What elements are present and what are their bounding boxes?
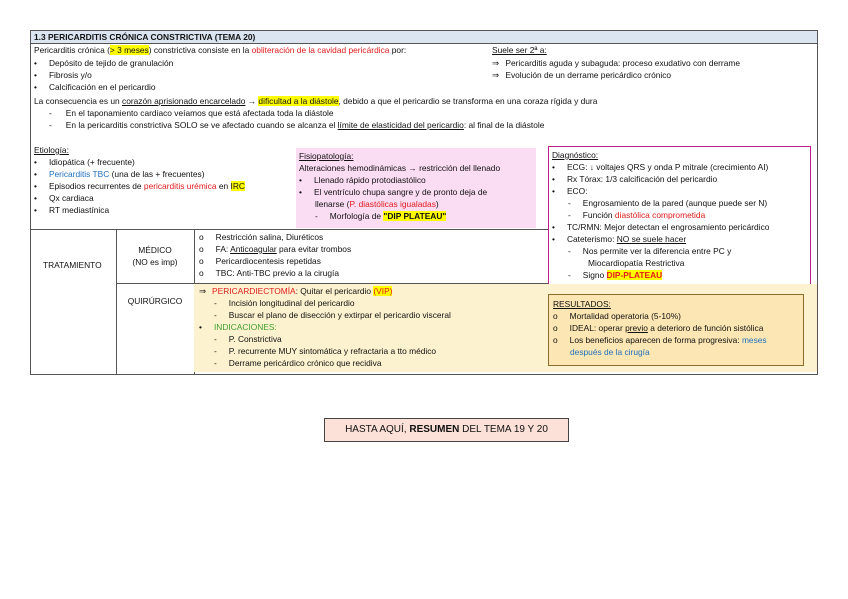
etiology-item: • RT mediastínica [34,205,110,215]
etiology-item: • Pericarditis TBC (una de las + frecuentes) [34,169,205,179]
usual-item: ⇒ Pericarditis aguda y subaguda: proceso exudativo con derrame [492,58,740,68]
dip-plateau-highlight: "DIP PLATEAU" [383,211,447,221]
sub-item: - En la pericarditis constrictiva SOLO se ve afectado cuando se alcanza el límite de elasticidad del pericardio: al final de la diástole [49,120,545,130]
arrow-icon: ⇒ [199,286,207,296]
duration-highlight: > 3 meses [109,45,149,55]
etiology-item: • Episodios recurrentes de pericarditis urémica en IRC [34,181,245,191]
document-table: 1.3 PERICARDITIS CRÓNICA CONSTRICTIVA (TEMA 20) Pericarditis crónica (> 3 meses) constrictiva consiste en la obliteración de la cavidad pericárdica por: • Depósito de tejido de granulación • Fibrosis y/o • Calcificación en el pericardio Suele ser 2ª a: ⇒ Pericarditis aguda y subaguda: proceso exudativo con derrame ⇒ Evolución de un derrame pericárdico crónico La consecuencia es un corazón aprisionado encarcelado → dificultad a la diástole, debido a que el pericardio se transforma en una coraza rígida y dura - En el taponamiento cardiaco veíamos que está afectada toda la diástole - En la pericarditis constrictiva SOLO se ve afectado cuando se alcanza el límite de elasticidad del pericardio: al final de la diástole Etiología: • Idiopática (+ frecuente) • Pericarditis TBC (una de las + frecuentes) • Episodios recurrentes de pericarditis urémica en IRC • Qx cardiaca • RT mediastínica Fisiopatología: Alteraciones hemodinámicas → restricción del llenado • Llenado rápido protodiastólico • El ventrículo chupa sangre y de pronto deja de llenarse (P. diastólicas igualadas) - Morfología de "DIP PLATEAU" Diagnóstico: • ECG: ↓ voltajes QRS y onda P mitrale (crecimiento AI) • Rx Tórax: 1/3 calcificación del pericardio • ECO: - Engrosamiento de la pared (aunque puede ser N) - Función diastólica comprometida • TC/RMN: Mejor detectan el engrosamiento pericárdico • Cateterismo: NO se suele hacer - Nos permite ver la diferencia entre PC y Miocardiopatía Restrictiva - Signo DIP-PLATEAU TRATAMIENTO MÉDICO (NO es imp) o Restricción salina, Diuréticos o FA: Anticoagular para evitar trombos o Pericardiocentesis repetidas o TBC: Anti-TBC previo a la cirugía QUIRÚRGICO ⇒ PERICARDIECTOMÍA: Quitar el pericardio (VIP) - Incisión longitudinal del pericardio - Buscar el plano de disección y extirpar el pericardio visceral • INDICACIONES: - P. Constrictiva - P. recurrente MUY sintomática y refractaria a tto médico - Derrame pericárdico crónico que recidiva RESULTADOS: o Mortalidad operatoria (5-10%) o IDEAL: operar previo a deterioro de función sistólica o Los beneficios aparecen de forma progresiva: meses después de la cirugía [30,30,818,375]
obliteration-text: obliteración de la cavidad pericárdica [251,45,390,55]
cause-item: • Calcificación en el pericardio [34,82,156,92]
physio-heading: Fisiopatología: [299,151,354,161]
diagnosis-box: Diagnóstico: • ECG: ↓ voltajes QRS y onda P mitrale (crecimiento AI) • Rx Tórax: 1/3 calcificación del pericardio • ECO: - Engrosamiento de la pared (aunque puede ser N) - Función diastólica comprometida • TC/RMN: Mejor detectan el engrosamiento pericárdico • Cateterismo: NO se suele hacer - Nos permite ver la diferencia entre PC y Miocardiopatía Restrictiva - Signo DIP-PLATEAU [548,146,811,287]
etiology-heading: Etiología: [34,145,69,155]
surgical-label: QUIRÚRGICO [127,296,183,306]
cause-item: • Depósito de tejido de granulación [34,58,174,68]
bullet-icon: • [34,58,37,68]
treatment-label: TRATAMIENTO [43,260,102,270]
consequence-line: La consecuencia es un corazón aprisionado encarcelado → dificultad a la diástole, debido a que el pericardio se transforma en una coraza rígida y dura [34,96,598,106]
bullet-icon: • [34,82,37,92]
bullet-icon: • [34,70,37,80]
surgical-section: ⇒ PERICARDIECTOMÍA: Quitar el pericardio (VIP) - Incisión longitudinal del pericardio - Buscar el plano de disección y extirpar el pericardio visceral • INDICACIONES: - P. Constrictiva - P. recurrente MUY sintomática y refractaria a tto médico - Derrame pericárdico crónico que recidiva [194,284,817,372]
divider [31,229,548,230]
section-title: 1.3 PERICARDITIS CRÓNICA CONSTRICTIVA (TEMA 20) [31,31,817,44]
results-box: RESULTADOS: o Mortalidad operatoria (5-10%) o IDEAL: operar previo a deterioro de función sistólica o Los beneficios aparecen de forma progresiva: meses después de la cirugía [548,294,804,366]
medical-sublabel: (NO es imp) [132,257,178,267]
physiopathology-box: Fisiopatología: Alteraciones hemodinámicas → restricción del llenado • Llenado rápido protodiastólico • El ventrículo chupa sangre y de pronto deja de llenarse (P. diastólicas igualadas) - Morfología de "DIP PLATEAU" [296,148,536,228]
etiology-item: • Qx cardiaca [34,193,94,203]
medical-label: MÉDICO [138,245,172,255]
etiology-item: • Idiopática (+ frecuente) [34,157,135,167]
cause-item: • Fibrosis y/o [34,70,92,80]
diastole-highlight: dificultad a la diástole [258,96,339,106]
usual-heading: Suele ser 2ª a: [492,45,547,55]
sub-item: - En el taponamiento cardiaco veíamos que está afectada toda la diástole [49,108,334,118]
summary-note: HASTA AQUÍ, RESUMEN DEL TEMA 19 Y 20 [324,418,569,442]
arrow-icon: ⇒ [492,58,500,68]
results-heading: RESULTADOS: [553,299,611,309]
usual-item: ⇒ Evolución de un derrame pericárdico crónico [492,70,672,80]
arrow-icon: ⇒ [492,70,500,80]
diagnosis-heading: Diagnóstico: [552,150,599,160]
intro-line: Pericarditis crónica (> 3 meses) constrictiva consiste en la obliteración de la cavidad pericárdica por: [34,45,407,55]
